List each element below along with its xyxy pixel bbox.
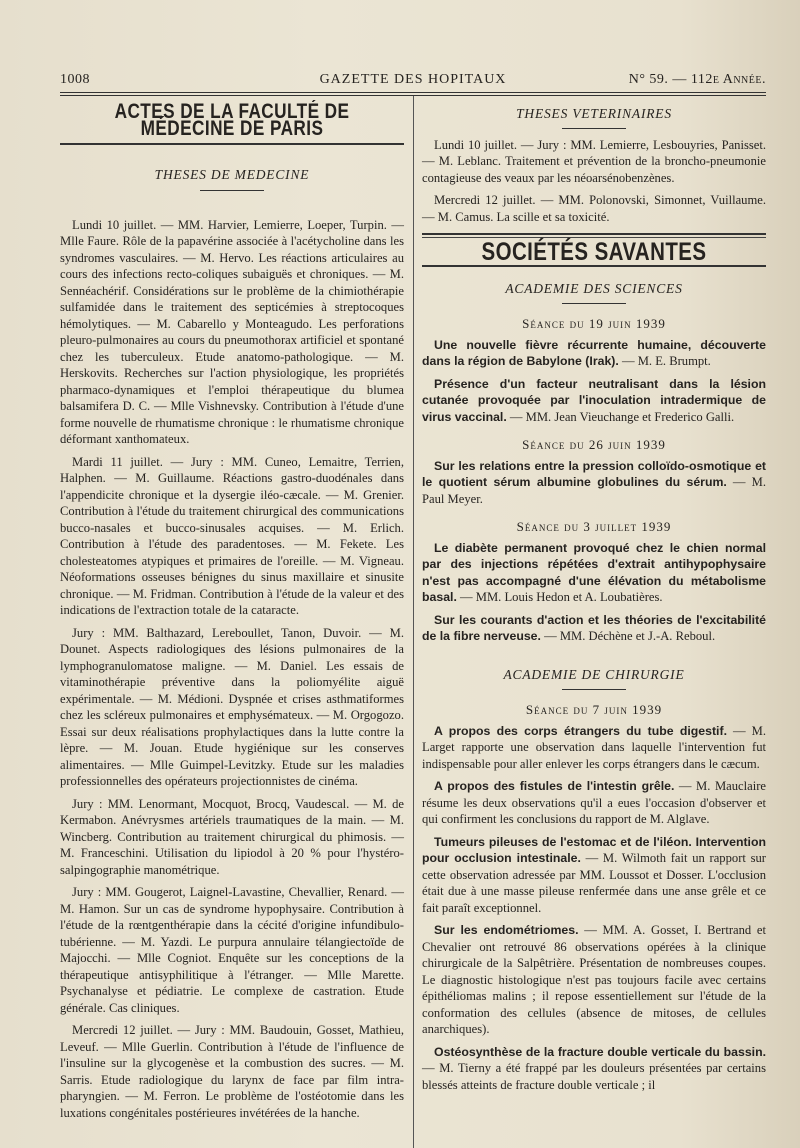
communication <box>422 834 766 917</box>
academie-sciences-title: ACADEMIE DES SCIENCES <box>505 280 683 296</box>
communication <box>422 778 766 828</box>
communication-authors: — M. Wilmoth fait un rapport sur cette observation adressée par MM. Loussot et Dosser. L'occlusion était due à une masse pileuse renfermée dans une anse grêle et ce fait paraît exceptionnel. <box>422 851 766 915</box>
section-rule <box>200 190 264 191</box>
communication-title: Sur les courants d'action et les théories de l'excitabilité de la fibre nerveuse. <box>422 612 766 643</box>
communication-title: A propos des corps étrangers du tube digestif. <box>434 723 727 738</box>
heading-rule <box>60 143 404 145</box>
communication <box>422 337 766 370</box>
theses-veterinaires-title: THESES VETERINAIRES <box>516 106 672 121</box>
seance-date: Séance du 19 juin 1939 <box>522 316 666 331</box>
seance-date: Séance du 26 juin 1939 <box>522 437 666 452</box>
communication-authors: — MM. Déchène et J.-A. Reboul. <box>540 629 716 643</box>
column-divider <box>413 96 414 1148</box>
academie-chirurgie-title: ACADEMIE DE CHIRURGIE <box>503 666 685 682</box>
communication <box>422 458 766 508</box>
communication-title: Sur les endométriomes. <box>434 923 579 937</box>
communication-title: Sur les relations entre la pression colloïdo-osmotique et le quotient sérum albumine globulines du sérum. <box>422 458 766 489</box>
left-column <box>60 100 404 1127</box>
communication <box>422 1044 766 1094</box>
communication-title: A propos des fistules de l'intestin grêle. <box>434 779 675 793</box>
societes-rule-top <box>422 233 766 235</box>
communication-authors: — M. Tierny a été frappé par les douleurs présentées par certains blessés atteints de fracture double verticale ; il <box>422 1061 766 1092</box>
seance-date: Séance du 3 juillet 1939 <box>516 519 672 534</box>
header-rule <box>60 92 766 93</box>
communication-authors: — MM. A. Gosset, I. Bertrand et Chevalier ont retrouvé 86 observations opérées à la clinique chirurgicale de la Salpêtrière. Présentation de nombreuses coupes. Le diagnostic histologique n'est pas toujours facile avec certains épithéliomas malins ; il repose essentiellement sur l'étude de la conformation des cellules (absence de mitoses, de cellules anarchiques). <box>422 923 766 1036</box>
societes-heading: SOCIÉTÉS SAVANTES <box>481 238 707 266</box>
communication-authors: — M. E. Brumpt. <box>618 354 711 368</box>
thesis-paragraph: Jury : MM. Balthazard, Lereboullet, Tanon, Duvoir. — M. Dounet. Aspects radiologiques des lésions pulmonaires de la lymphogranulomatose maligne. — M. Daniel. Les essais de vitaminothérapie préventive dans la poliomyélite aiguë expérimentale. — M. Médioni. Dyspnée et crises asthmatiformes chez les scléreux pulmonaires et emphysémateux. — M. Orgogozo. Essai sur deux réalisations prophylactiques dans la lutte contre la lèpre. — M. Jouan. Etude hygiénique sur les conserves alimentaires. — Mlle Guimpel-Levitzky. Etude sur les maladies professionnelles des opérateurs projectionnistes de cinéma. <box>60 625 404 788</box>
right-column <box>422 100 766 1099</box>
communication <box>422 612 766 645</box>
vet-paragraph: Lundi 10 juillet. — Jury : MM. Lemierre, Lesbouyries, Panisset. — M. Leblanc. Traitement et prévention de la broncho-pneumonie contagieuse des veaux par les néoarsénobenzènes. <box>422 137 766 185</box>
thesis-paragraph: Mardi 11 juillet. — Jury : MM. Cuneo, Lemaitre, Terrien, Halphen. — M. Guillaume. Réactions gastro-duodénales dans l'appendicite chronique et la dysergie iléo-cæcale. — M. Grenier. Contribution à l'étude du traitement chirurgical des communications bucco-nasales et bucco-sinusales acquises. — M. Erlich. Contribution à l'étude des paradentoses. — M. Fekete. Les cholesteatomes atypiques et primaires de l'oreille. — M. Vigneau. Néoformations osseuses bénignes du sinus maxillaire et sinusite chronique. — M. Fridman. Contribution à l'étude de la valeur et des indications de l'extraction totale de la cataracte. <box>60 454 404 617</box>
running-header <box>60 72 766 92</box>
communication <box>422 540 766 606</box>
communication-authors: — M. Mauclaire résume les deux observations qu'il a eues l'occasion d'observer et qui confirment les conclusions du rapport de M. Alglave. <box>422 779 766 826</box>
theses-medecine-title: THESES DE MEDECINE <box>154 167 310 182</box>
communication <box>422 376 766 426</box>
communication-authors: — MM. Jean Vieuchange et Frederico Galli. <box>506 409 735 424</box>
section-rule <box>562 303 626 304</box>
communication-authors: — MM. Louis Hedon et A. Loubatières. <box>456 590 663 604</box>
communication-authors: — M. Paul Meyer. <box>422 475 766 506</box>
thesis-paragraph: Lundi 10 juillet. — MM. Harvier, Lemierre, Loeper, Turpin. — Mlle Faure. Rôle de la papavérine associée à l'acétycholine dans les syndromes vasculaires. — M. Hervo. Les réactions articulaires au cours des infections recto-coliques subaiguës et chroniques. — M. Sennéachérif. Considérations sur le problème de la chimiothérapie sulfamidée dans le traitement des septicémies à streptocoques hémolytiques. — M. Cabarello y Monteagudo. Les perforations pleuro-pulmonaires au cours du pneumothorax artificiel et spontané chez les tuberculeux. Etude anatomo-pathologique. — M. Herskovits. Recherches sur l'action physiologique, les propriétés pharmaco-dynamiques et l'emploi thérapeutique du blumea balsamifera D. C. — Mlle Vishnevsky. Contribution à l'étude d'une forme nouvelle de rhumatisme chronique : le rhumatisme chronique déformant xanthomateux. <box>60 217 404 446</box>
communication-title: Tumeurs pileuses de l'estomac et de l'iléon. Intervention pour occlusion intestinale. <box>422 834 766 865</box>
section-rule <box>562 689 626 690</box>
communication-title: Présence d'un facteur neutralisant dans la lésion cutanée provoquée par l'inoculation intradermique de virus vaccinal. <box>422 376 766 424</box>
communication-authors: — M. Larget rapporte une observation dans laquelle l'intervention fut indispensable pour aller enlever les corps étrangers dans le cæcum. <box>422 723 766 771</box>
communication <box>422 922 766 1038</box>
section-rule <box>562 128 626 129</box>
page-number: 1008 <box>60 72 90 87</box>
thesis-paragraph: Jury : MM. Gougerot, Laignel-Lavastine, Chevallier, Renard. — M. Hamon. Sur un cas de syndrome hypophysaire. Contribution à l'étude de la rœntgenthérapie dans la cécité d'origine infundibulo-tubérienne. — M. Yazdi. Le purpura annulaire télangiectoïde de Majocchi. — Mlle Cogniot. Enquête sur les conceptions de la thérapeutique antisyphilitique à l'étranger. — Mlle Marette. Psychanalyse et pédiatrie. Le complexe de castration. Etude générale. Cas cliniques. <box>60 885 404 1015</box>
seance-date: Séance du 7 juin 1939 <box>525 702 663 717</box>
thesis-paragraph: Jury : MM. Lenormant, Mocquot, Brocq, Vaudescal. — M. de Kermabon. Anévrysmes artériels traumatiques de la main. — M. Wincberg. Contribution au traitement chirurgical du phimosis. — M. Franceschini. Utilisation du lipiodol à 20 % pour l'hystéro-salpingographie manométrique. <box>60 796 404 877</box>
communication-title: Une nouvelle fièvre récurrente humaine, découverte dans la région de Babylone (Irak). <box>422 337 766 368</box>
thesis-paragraph: Mercredi 12 juillet. — Jury : MM. Baudouin, Gosset, Mathieu, Leveuf. — Mlle Guerlin. Contribution à l'étude de l'influence de l'insuline sur la glycogenèse et la combustion des sucres. — M. Sarris. Etude radiologique du larynx de face par film intra-pharyngien. — M. Ferron. Le problème de l'ostéotomie dans les luxations congénitales postérieures invétérées de la hanche. <box>60 1023 404 1120</box>
communication-title: Le diabète permanent provoqué chez le chien normal par des injections répétées d'extrait antihypophysaire n'est pas accompagné d'une élévation du métabolisme basal. <box>422 540 766 604</box>
issue-number: N° 59. — 112e Année. <box>628 72 766 87</box>
communication-title: Ostéosynthèse de la fracture double verticale du bassin. <box>434 1044 766 1059</box>
vet-paragraph: Mercredi 12 juillet. — MM. Polonovski, Simonnet, Vuillaume. — M. Camus. La scille et sa toxicité. <box>422 193 766 224</box>
journal-title: GAZETTE DES HOPITAUX <box>319 72 507 87</box>
communication <box>422 723 766 773</box>
faculty-heading: ACTES DE LA FACULTÉ DE MÉDECINE DE PARIS <box>114 100 350 140</box>
